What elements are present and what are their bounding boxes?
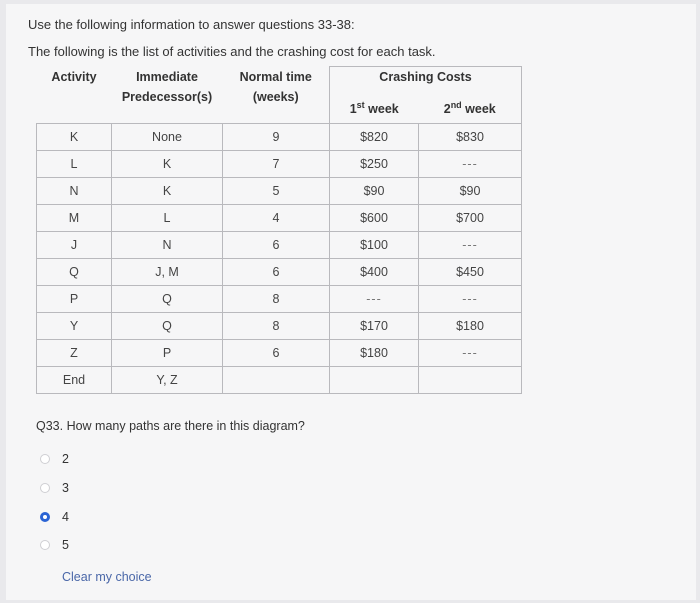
cell-normal-time: 8 <box>223 313 330 340</box>
header-normal-time <box>223 67 330 124</box>
cell-week1-cost: --- <box>330 286 419 313</box>
header-week-2 <box>419 93 522 124</box>
cell-week1-cost: $180 <box>330 340 419 367</box>
week1-sup: st <box>356 99 365 110</box>
option-label: 3 <box>62 481 69 495</box>
cell-activity: End <box>37 367 112 394</box>
answer-option[interactable] <box>40 538 69 552</box>
radio-button[interactable] <box>40 483 50 493</box>
week2-word: week <box>465 102 496 116</box>
cell-predecessor: K <box>112 151 223 178</box>
cell-normal-time: 7 <box>223 151 330 178</box>
header-crashing-costs: Crashing Costs <box>330 67 522 94</box>
cell-week2-cost: --- <box>419 232 522 259</box>
table-header-row <box>37 67 522 94</box>
cell-week2-cost <box>419 367 522 394</box>
cell-week2-cost: --- <box>419 286 522 313</box>
header-normal-line2: (weeks) <box>252 89 299 104</box>
cell-normal-time: 8 <box>223 286 330 313</box>
week1-num: 1 <box>349 102 357 116</box>
cell-week2-cost: $830 <box>419 124 522 151</box>
cell-activity: Y <box>37 313 112 340</box>
table-row <box>37 259 522 286</box>
cell-week2-cost: --- <box>419 151 522 178</box>
question-text: Q33. How many paths are there in this diagram? <box>36 419 305 433</box>
header-predecessor-line1: Immediate <box>136 69 198 84</box>
cell-week1-cost: $400 <box>330 259 419 286</box>
answer-option[interactable] <box>40 452 69 466</box>
option-label: 5 <box>62 538 69 552</box>
cell-normal-time: 6 <box>223 232 330 259</box>
cell-predecessor: None <box>112 124 223 151</box>
header-week-1 <box>330 93 419 124</box>
cell-predecessor: K <box>112 178 223 205</box>
header-normal-line1: Normal time <box>239 69 312 84</box>
cell-week1-cost: $600 <box>330 205 419 232</box>
clear-choice-link[interactable]: Clear my choice <box>62 570 152 584</box>
cell-activity: N <box>37 178 112 205</box>
cell-normal-time <box>223 367 330 394</box>
cell-normal-time: 6 <box>223 340 330 367</box>
answer-option[interactable] <box>40 481 69 495</box>
cell-activity: L <box>37 151 112 178</box>
table-row <box>37 340 522 367</box>
cell-week2-cost: $90 <box>419 178 522 205</box>
table-row <box>37 313 522 340</box>
cell-week2-cost: --- <box>419 340 522 367</box>
header-predecessor-line2: Predecessor(s) <box>121 89 213 104</box>
cell-week1-cost: $90 <box>330 178 419 205</box>
cell-week1-cost: $250 <box>330 151 419 178</box>
week2-sup: nd <box>450 99 462 110</box>
cell-activity: K <box>37 124 112 151</box>
cell-predecessor: N <box>112 232 223 259</box>
activity-table <box>36 66 522 394</box>
week1-word: week <box>368 102 399 116</box>
radio-button[interactable] <box>40 540 50 550</box>
intro-line-1: Use the following information to answer questions 33-38: <box>28 17 355 32</box>
cell-predecessor: J, M <box>112 259 223 286</box>
cell-activity: M <box>37 205 112 232</box>
cell-normal-time: 5 <box>223 178 330 205</box>
cell-activity: Z <box>37 340 112 367</box>
cell-normal-time: 9 <box>223 124 330 151</box>
table-row <box>37 178 522 205</box>
week2-num: 2 <box>443 102 451 116</box>
cell-activity: P <box>37 286 112 313</box>
answer-option[interactable] <box>40 510 69 524</box>
header-activity: Activity <box>51 69 97 84</box>
header-predecessor <box>112 67 223 124</box>
radio-button[interactable] <box>40 512 50 522</box>
option-label: 4 <box>62 510 69 524</box>
cell-week2-cost: $180 <box>419 313 522 340</box>
cell-week1-cost: $170 <box>330 313 419 340</box>
cell-week2-cost: $700 <box>419 205 522 232</box>
table-row <box>37 286 522 313</box>
option-label: 2 <box>62 452 69 466</box>
cell-predecessor: Y, Z <box>112 367 223 394</box>
intro-line-2: The following is the list of activities and the crashing cost for each task. <box>28 44 436 59</box>
cell-activity: J <box>37 232 112 259</box>
cell-predecessor: L <box>112 205 223 232</box>
cell-normal-time: 4 <box>223 205 330 232</box>
cell-predecessor: P <box>112 340 223 367</box>
table-row <box>37 367 522 394</box>
table-row <box>37 151 522 178</box>
cell-normal-time: 6 <box>223 259 330 286</box>
cell-week2-cost: $450 <box>419 259 522 286</box>
cell-week1-cost <box>330 367 419 394</box>
cell-predecessor: Q <box>112 313 223 340</box>
radio-button[interactable] <box>40 454 50 464</box>
table-body <box>37 124 522 394</box>
table-row <box>37 205 522 232</box>
cell-predecessor: Q <box>112 286 223 313</box>
cell-activity: Q <box>37 259 112 286</box>
cell-week1-cost: $820 <box>330 124 419 151</box>
table-row <box>37 232 522 259</box>
cell-week1-cost: $100 <box>330 232 419 259</box>
table-row <box>37 124 522 151</box>
